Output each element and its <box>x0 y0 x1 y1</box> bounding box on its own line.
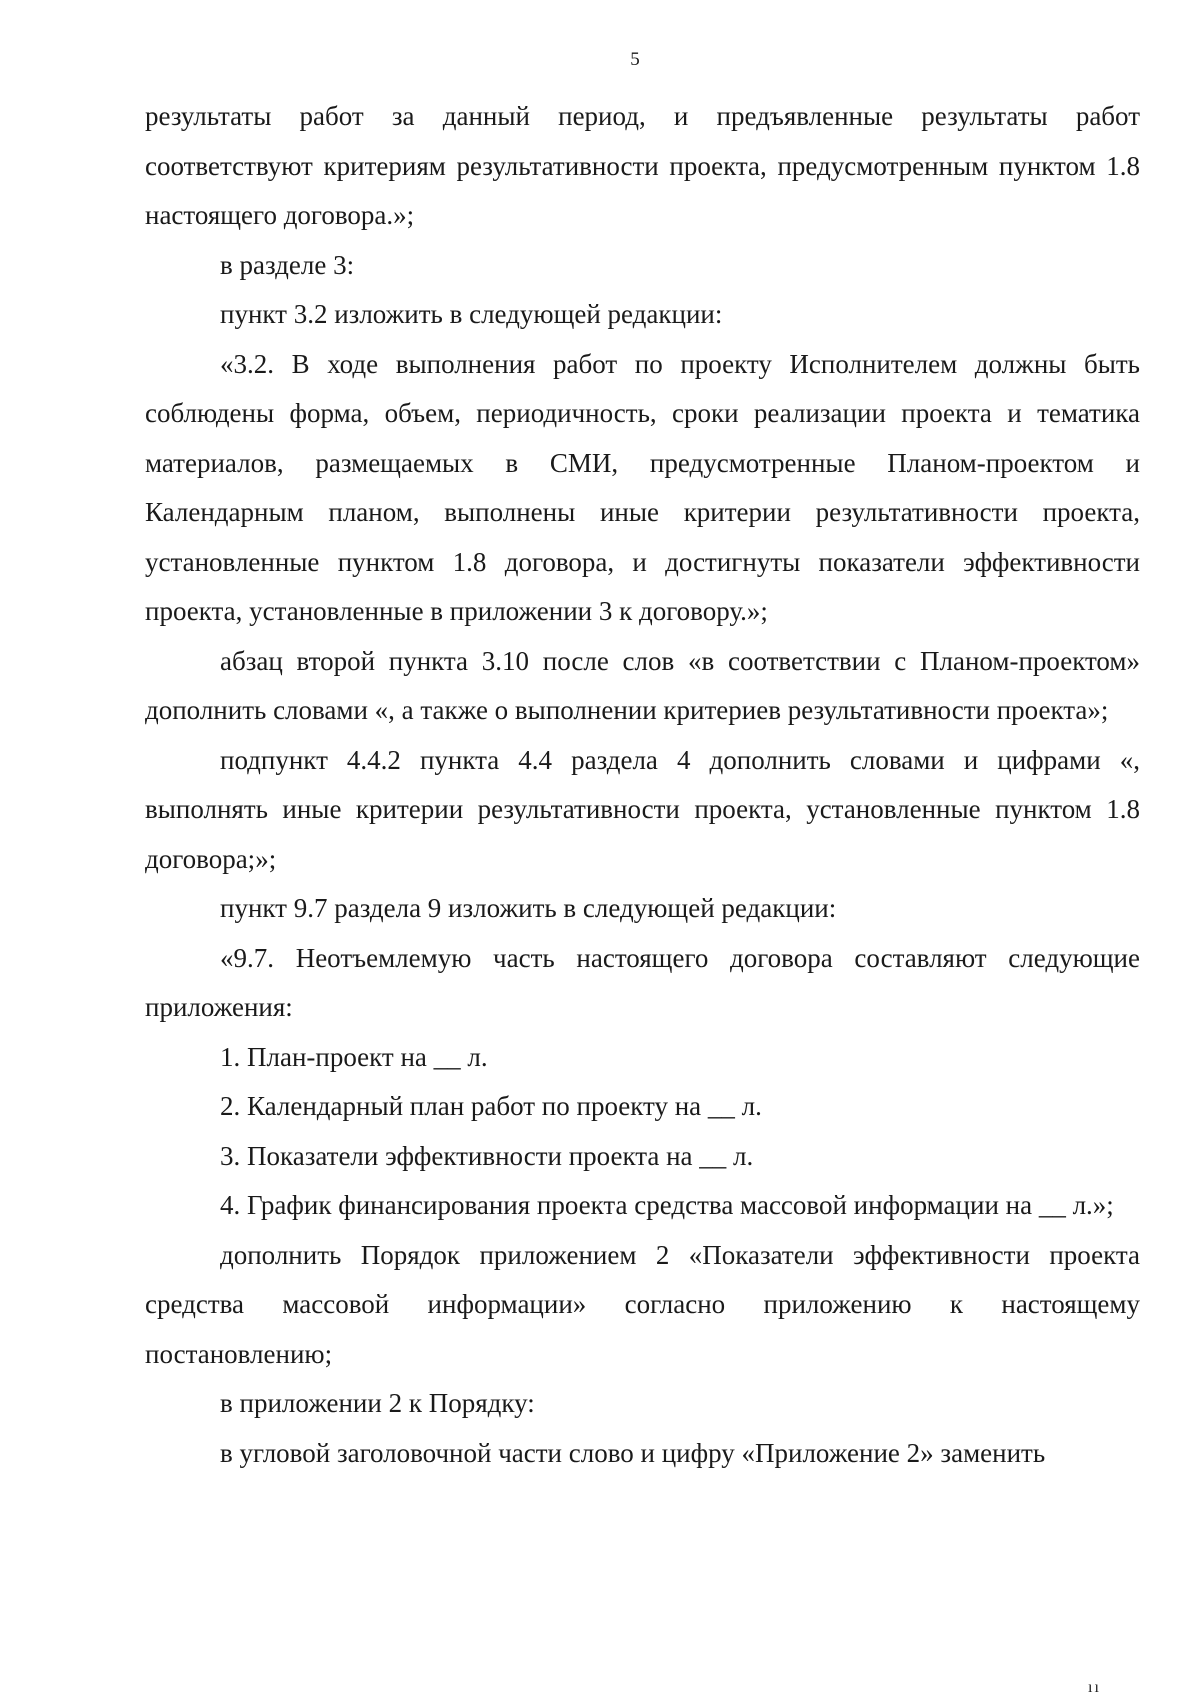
paragraph-point-9-7-intro: пункт 9.7 раздела 9 изложить в следующей редакции: <box>220 893 837 923</box>
list-item-efficiency-indicators: 3. Показатели эффективности проекта на __ л. <box>220 1140 754 1171</box>
paragraph-corner-header: в угловой заголовочной части слово и цифру «Приложение 2» заменить <box>220 1437 1046 1468</box>
paragraph-point-3-10: абзац второй пункта 3.10 после слов «в соответствии с Планом-проектом» дополнить словами «, а также о выполнении критериев результативности проекта»; <box>145 645 1140 725</box>
list-item-financing-schedule: 4. График финансирования проекта средства массовой информации на __ л.»; <box>220 1190 1114 1220</box>
list-item-calendar-plan: 2. Календарный план работ по проекту на __ л. <box>220 1091 762 1121</box>
paragraph-supplement-order: дополнить Порядок приложением 2 «Показатели эффективности проекта средства массовой информации» согласно приложению к настоящему постановлению; <box>145 1239 1140 1369</box>
paragraph-results-continuation: результаты работ за данный период, и предъявленные результаты работ соответствуют критериям результативности проекта, предусмотренным пунктом 1.8 настоящего договора.»; <box>145 101 1140 230</box>
paragraph-appendix-2: в приложении 2 к Порядку: <box>220 1388 535 1418</box>
list-item-plan-project: 1. План-проект на __ л. <box>220 1041 488 1072</box>
paragraph-point-3-2-text: «3.2. В ходе выполнения работ по проекту Исполнителем должны быть соблюдены форма, объем, периодичность, сроки реализации проекта и тематика материалов, размещаемых в СМИ, предусмотренные Планом-проектом и Календарным планом, выполнены иные критерии результативности проекта, установленные пунктом 1.8 договора, и достигнуты показатели эффективности проекта, установленные в приложении 3 к договору.»; <box>145 348 1140 626</box>
body-text <box>145 92 1140 1478</box>
page-corner-mark: ıı <box>1088 1679 1101 1696</box>
page-number: 5 <box>630 49 640 70</box>
paragraph-section-3: в разделе 3: <box>220 249 355 280</box>
paragraph-point-3-2-intro: пункт 3.2 изложить в следующей редакции: <box>220 299 723 329</box>
paragraph-subpoint-4-4-2: подпункт 4.4.2 пункта 4.4 раздела 4 дополнить словами и цифрами «, выполнять иные критерии результативности проекта, установленные пунктом 1.8 договора;»; <box>145 744 1140 874</box>
paragraph-point-9-7-text: «9.7. Неотъемлемую часть настоящего договора составляют следующие приложения: <box>145 942 1140 1022</box>
